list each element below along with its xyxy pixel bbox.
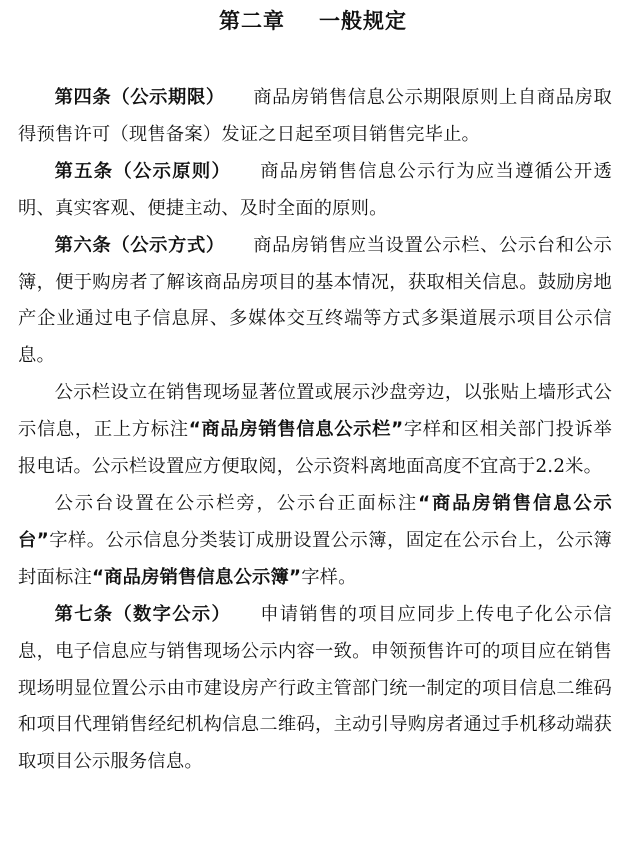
article-6-paragraph-2 bbox=[18, 375, 612, 486]
body-text bbox=[18, 80, 612, 781]
article-6-p2-text-start: 公示栏设立在销售现场显著位置或展示沙盘旁边，以张贴上墙形式公示信息，正上方标注 bbox=[18, 382, 612, 441]
article-6-paragraph-3 bbox=[18, 486, 612, 597]
article-5-text: 商品房销售信息公示行为应当遵循公开透明、真实客观、便捷主动、及时全面的原则。 bbox=[18, 160, 612, 219]
article-6-p3-emphasis-2: “商品房销售信息公示簿” bbox=[91, 566, 302, 588]
article-6-p3-emphasis: “商品房销售信息公示台” bbox=[18, 492, 613, 551]
chapter-heading bbox=[0, 6, 626, 36]
article-6-p2-text-end: 字样和区相关部门投诉举报电话。公示栏设置应方便取阅，公示资料离地面高度不宜高于2.2米。 bbox=[18, 419, 612, 478]
article-7 bbox=[18, 597, 612, 782]
article-6-heading: 第六条（公示方式） bbox=[54, 234, 225, 256]
article-5 bbox=[18, 154, 612, 228]
article-7-heading: 第七条（数字公示） bbox=[54, 603, 232, 625]
chapter-title: 一般规定 bbox=[319, 9, 407, 33]
article-6-p3-text-end: 字样。 bbox=[301, 566, 357, 588]
article-4 bbox=[18, 80, 612, 154]
article-6-p3-text-start: 公示台设置在公示栏旁，公示台正面标注 bbox=[54, 492, 419, 514]
article-6 bbox=[18, 228, 612, 376]
article-6-text: 商品房销售应当设置公示栏、公示台和公示簿，便于购房者了解该商品房项目的基本情况，获取相关信息。鼓励房地产企业通过电子信息屏、多媒体交互终端等方式多渠道展示项目公示信息。 bbox=[18, 234, 612, 367]
article-4-heading: 第四条（公示期限） bbox=[54, 87, 225, 108]
article-7-text: 申请销售的项目应同步上传电子化公示信息，电子信息应与销售现场公示内容一致。申领预售许可的项目应在销售现场明显位置公示由市建设房产行政主管部门统一制定的项目信息二维码和项目代理销售经纪机构信息二维码，主动引导购房者通过手机移动端获取项目公示服务信息。 bbox=[18, 603, 612, 773]
article-4-text: 商品房销售信息公示期限原则上自商品房取得预售许可（现售备案）发证之日起至项目销售完毕止。 bbox=[18, 87, 612, 145]
article-6-p2-emphasis: “商品房销售信息公示栏” bbox=[188, 419, 404, 441]
article-6-p3-text-middle: 字样。公示信息分类装订成册设置公示簿，固定在公示台上，公示簿封面标注 bbox=[18, 529, 612, 588]
chapter-number: 第二章 bbox=[219, 9, 285, 33]
article-5-heading: 第五条（公示原则） bbox=[54, 160, 232, 182]
